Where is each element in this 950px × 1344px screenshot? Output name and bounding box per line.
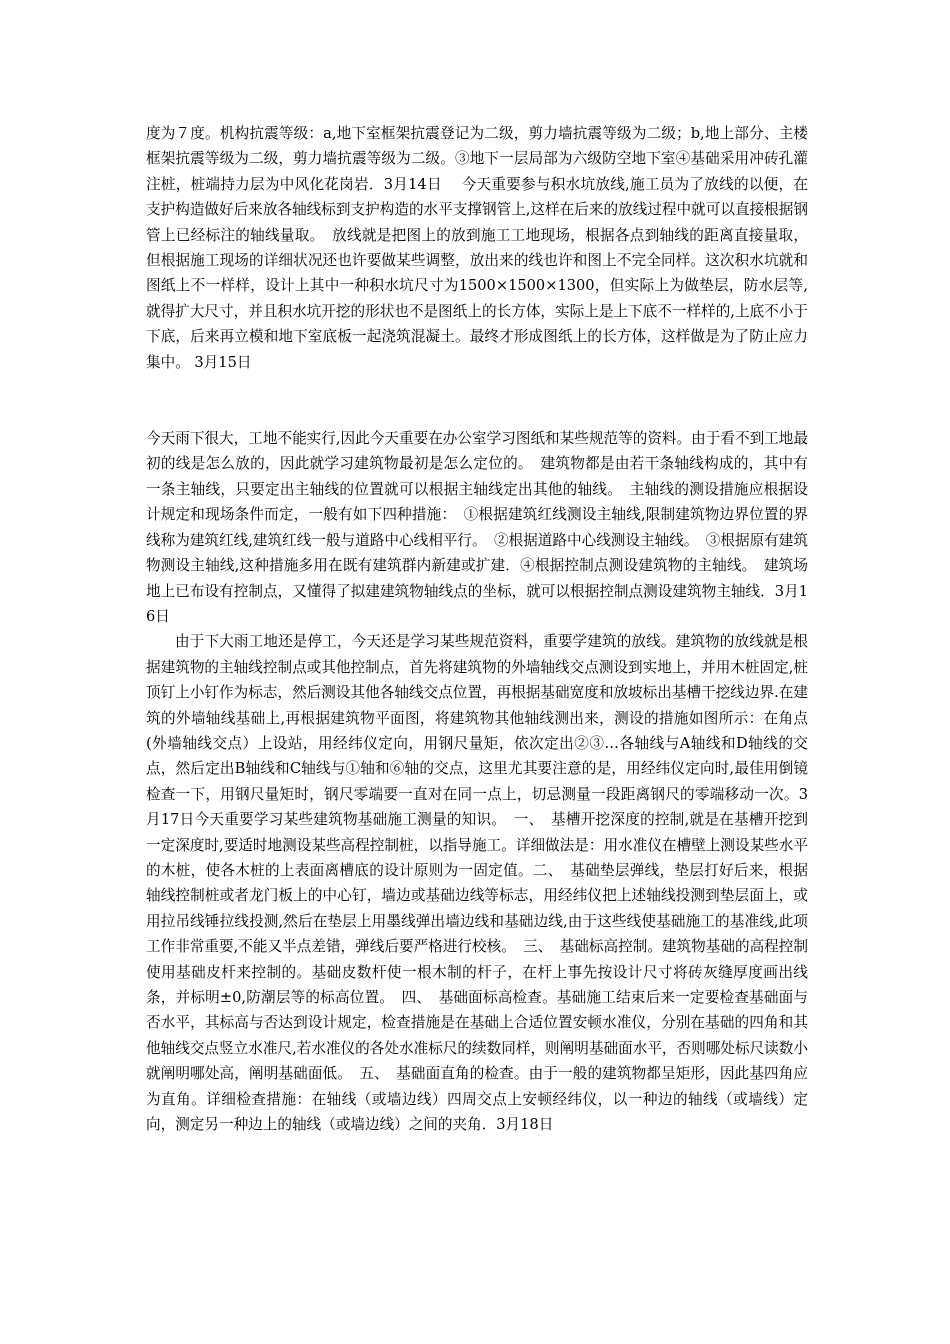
paragraph-building-layout-and-foundation: 由于下大雨工地还是停工，今天还是学习某些规范资料，重要学建筑的放线。建筑物的放线就是根据建筑物的主轴线控制点或其他控制点，首先将建筑物的外墙轴线交点测设到实地上，并用木桩固定,桩顶钉上小钉作为标志，然后测设其他各轴线交点位置，再根据基础宽度和放坡标出基槽干挖线边界.在建筑的外墙轴线基础上,再根据建筑物平面图，将建筑物其他轴线测出来，测设的措施如图所示：在角点(外墙轴线交点）上设站，用经纬仪定向，用钢尺量矩，依次定出②③…各轴线与A轴线和D轴线的交点，然后定出B轴线和C轴线与①轴和⑥轴的交点，这里尤其要注意的是，用经纬仪定向时,最佳用倒镜检查一下，用钢尺量矩时，钢尺零端要一直对在同一点上，切忌测量一段距离钢尺的零端移动一次。3月17日今天重要学习某些建筑物基础施工测量的知识。 一、 基槽开挖深度的控制,就是在基槽开挖到一定深度时,要适时地测设某些高程控制桩，以指导施工。详细做法是：用水准仪在槽壁上测设某些水平的木桩，使各木桩的上表面离槽底的设计原则为一固定值。二、 基础垫层弹线，垫层打好后来，根据轴线控制桩或者龙门板上的中心钉，墙边或基础边线等标志，用经纬仪把上述轴线投测到垫层面上，或用拉吊线锤拉线投测,然后在垫层上用墨线弹出墙边线和基础边线,由于这些线使基础施工的基准线,此项工作非常重要,不能又半点差错，弹线后要严格进行校核。 三、 基础标高控制。建筑物基础的高程控制使用基础皮杆来控制的。基础皮数杆使一根木制的杆子，在杆上事先按设计尺寸将砖灰缝厚度画出线条，并标明±0,防潮层等的标高位置。 四、 基础面标高检查。基础施工结束后来一定要检查基础面与否水平，其标高与否达到设计规定，检查措施是在基础上合适位置安顿水准仪，分别在基础的四角和其他轴线交点竖立水准尺,若水准仪的各处水准标尺的续数同样，则阐明基础面水平，否则哪处标尺读数小就阐明哪处高，阐明基础面低。 五、 基础面直角的检查。由于一般的建筑物都呈矩形，因此基四角应为直角。详细检查措施：在轴线（或墙边线）四周交点上安顿经纬仪，以一种边的轴线（或墙线）定向，测定另一种边上的轴线（或墙边线）之间的夹角．3月18日 xyxy=(146,633,808,1134)
document-page xyxy=(146,121,808,1137)
paragraph-seismic-and-sump-layout: 度为７度。机构抗震等级：a,地下室框架抗震登记为二级，剪力墙抗震等级为二级；b,地上部分、主楼框架抗震等级为二级，剪力墙抗震等级为二级。③地下一层局部为六级防空地下室④基础采用冲砖孔灌注桩，桩端持力层为中风化花岗岩．3月14日 今天重要参与积水坑放线,施工员为了放线的以便，在支护构造做好后来放各轴线标到支护构造的水平支撑钢管上,这样在后来的放线过程中就可以直接根据钢管上已经标注的轴线量取。 放线就是把图上的放到施工工地现场，根据各点到轴线的距离直接量取，但根据施工现场的详细状况还也许要做某些调整，放出来的线也许和图上不完全同样。这次积水坑就和图纸上不一样样，设计上其中一种积水坑尺寸为1500×1500×1300，但实际上为做垫层，防水层等,就得扩大尺寸，并且积水坑开挖的形状也不是图纸上的长方体，实际上是上下底不一样样的,上底不小于下底，后来再立模和地下室底板一起浇筑混凝土。最终才形成图纸上的长方体，这样做是为了防止应力集中。 3月15日 xyxy=(146,125,808,371)
paragraph-main-axis-setting: 今天雨下很大，工地不能实行,因此今天重要在办公室学习图纸和某些规范等的资料。由于看不到工地最初的线是怎么放的，因此就学习建筑物最初是怎么定位的。 建筑物都是由若干条轴线构成的，其中有一条主轴线，只要定出主轴线的位置就可以根据主轴线定出其他的轴线。 主轴线的测设措施应根据设计规定和现场条件而定，一般有如下四种措施： ①根据建筑红线测设主轴线,限制建筑物边界位置的界线称为建筑红线,建筑红线一般与道路中心线相平行。 ②根据道路中心线测设主轴线。 ③根据原有建筑物测设主轴线,这种措施多用在既有建筑群内新建或扩建．④根据控制点测设建筑物的主轴线。 建筑场地上已布设有控制点，又懂得了拟建建筑物轴线点的坐标，就可以根据控制点测设建筑物主轴线．3月16日 xyxy=(146,430,808,625)
paragraph-gap xyxy=(146,375,808,426)
